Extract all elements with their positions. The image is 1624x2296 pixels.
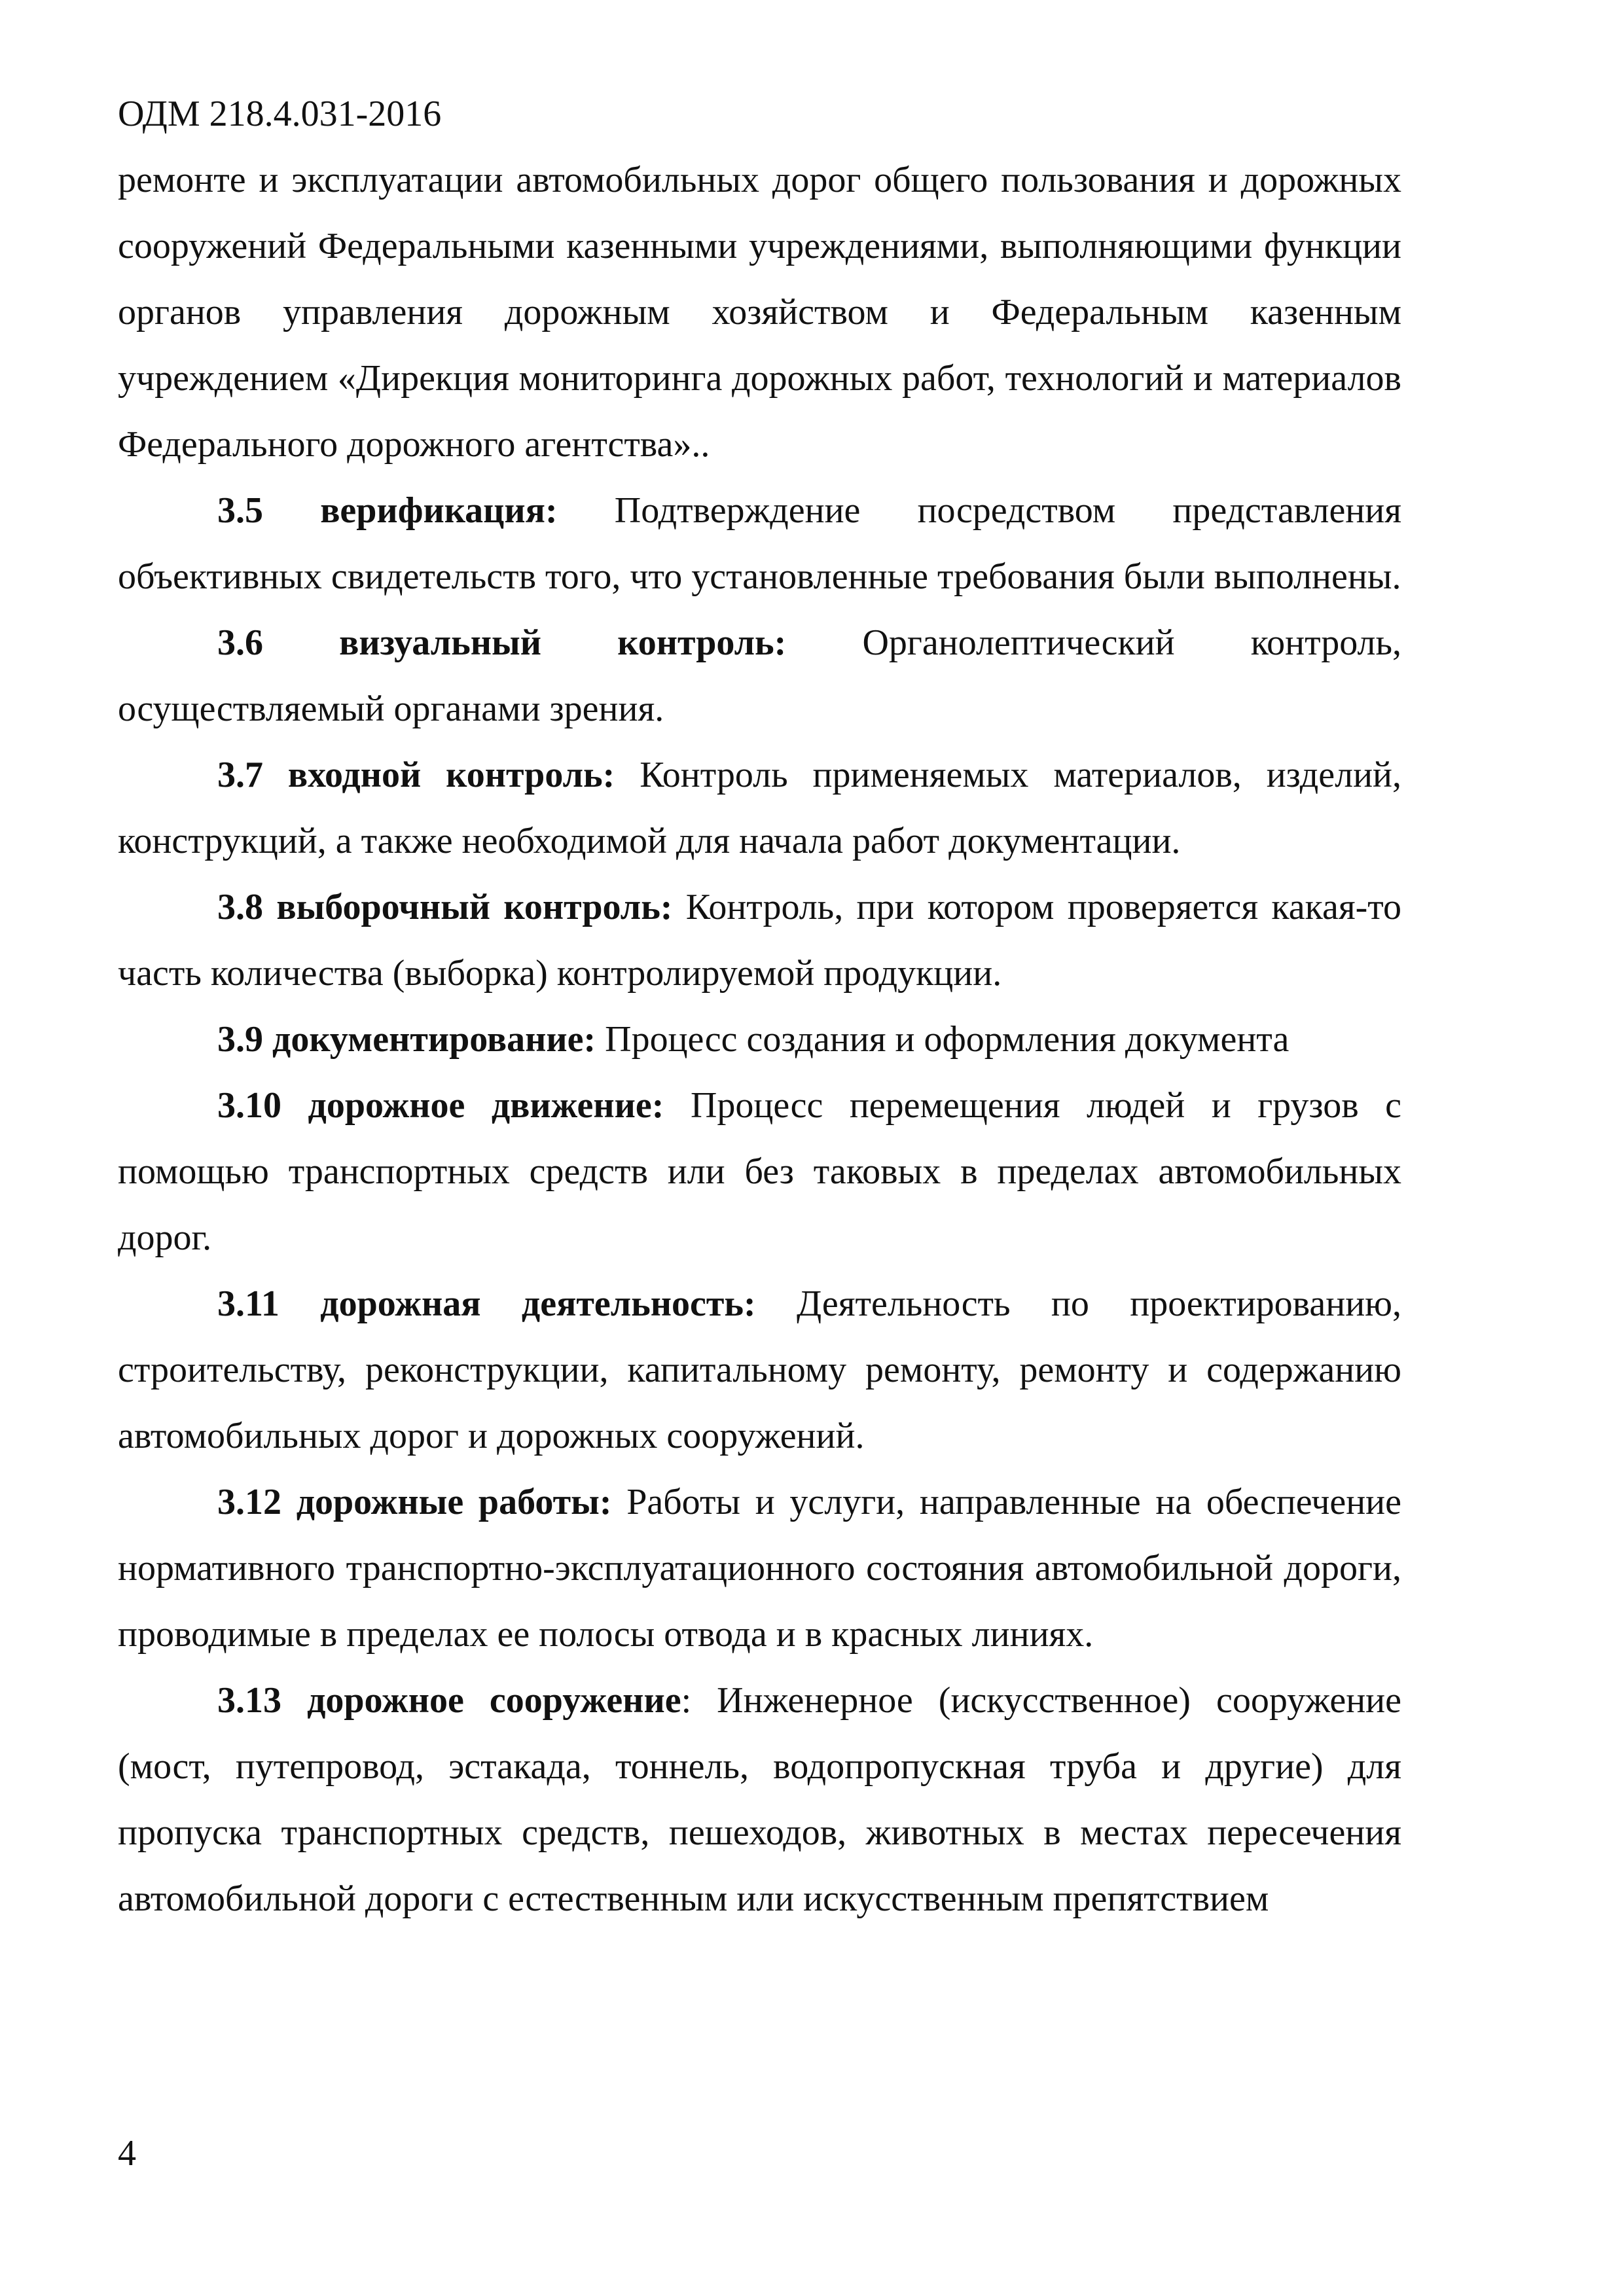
definition-text: Процесс создания и оформления документа — [605, 1019, 1290, 1060]
definition-term: визуальный контроль: — [339, 622, 787, 663]
definition-3-7 — [118, 742, 1401, 874]
definition-text: Подтверждение посредством представления объективных свидетельств того, что установленные требования были выполнены. — [118, 490, 1401, 597]
definition-number: 3.6 — [217, 622, 263, 663]
definition-term: верификация: — [320, 490, 558, 531]
definition-text: : Инженерное (искусственное) сооружение (мост, путепровод, эстакада, тоннель, водопропускная труба и другие) для пропуска транспортных средств, пешеходов, животных в местах пересечения автомобильной дороги с естественным или искусственным препятствием — [118, 1680, 1401, 1919]
definition-term: документирование: — [272, 1019, 596, 1060]
definition-number: 3.7 — [217, 755, 263, 795]
definition-3-10 — [118, 1073, 1401, 1271]
definition-number: 3.13 — [217, 1680, 281, 1721]
definition-number: 3.5 — [217, 490, 263, 531]
paragraph-text: ремонте и эксплуатации автомобильных дорог общего пользования и дорожных сооружений Федеральными казенными учреждениями, выполняющими функции органов управления дорожным хозяйством и Федеральным казенным учреждением «Дирекция мониторинга дорожных работ, технологий и материалов Федерального дорожного агентства».. — [118, 160, 1401, 465]
definition-term: дорожное сооружение — [307, 1680, 681, 1721]
definition-text: Контроль применяемых материалов, изделий, конструкций, а также необходимой для начала работ документации. — [118, 755, 1402, 861]
definition-3-8 — [118, 874, 1401, 1007]
page-number: 4 — [118, 2133, 136, 2174]
definition-term: дорожные работы: — [296, 1482, 612, 1522]
definition-3-11 — [118, 1271, 1401, 1469]
definition-text: Контроль, при котором проверяется какая-то часть количества (выборка) контролируемой продукции. — [118, 887, 1401, 994]
definition-3-9 — [118, 1007, 1401, 1073]
definition-3-6 — [118, 610, 1401, 742]
definition-3-5 — [118, 478, 1401, 610]
definition-text: Процесс перемещения людей и грузов с помощью транспортных средств или без таковых в пределах автомобильных дорог. — [118, 1085, 1402, 1258]
definition-text: Органолептический контроль, осуществляемый органами зрения. — [118, 622, 1401, 729]
definition-number: 3.8 — [217, 887, 263, 927]
definition-term: дорожная деятельность: — [320, 1283, 756, 1324]
continued-paragraph — [118, 147, 1401, 478]
document-body — [118, 147, 1401, 1932]
definition-3-12 — [118, 1469, 1401, 1668]
definition-text: Работы и услуги, направленные на обеспечение нормативного транспортно-эксплуатационного состояния автомобильной дороги, проводимые в пределах ее полосы отвода и в красных линиях. — [118, 1482, 1401, 1655]
document-code-header: ОДМ 218.4.031-2016 — [118, 94, 442, 134]
definition-term: входной контроль: — [287, 755, 615, 795]
definition-number: 3.11 — [217, 1283, 280, 1324]
definition-number: 3.9 — [217, 1019, 263, 1060]
definition-number: 3.10 — [217, 1085, 281, 1126]
definition-3-13 — [118, 1668, 1401, 1932]
definition-term: выборочный контроль: — [276, 887, 673, 927]
definition-text: Деятельность по проектированию, строительству, реконструкции, капитальному ремонту, ремонту и содержанию автомобильных дорог и дорожных сооружений. — [118, 1283, 1401, 1456]
definition-number: 3.12 — [217, 1482, 281, 1522]
definition-term: дорожное движение: — [308, 1085, 664, 1126]
